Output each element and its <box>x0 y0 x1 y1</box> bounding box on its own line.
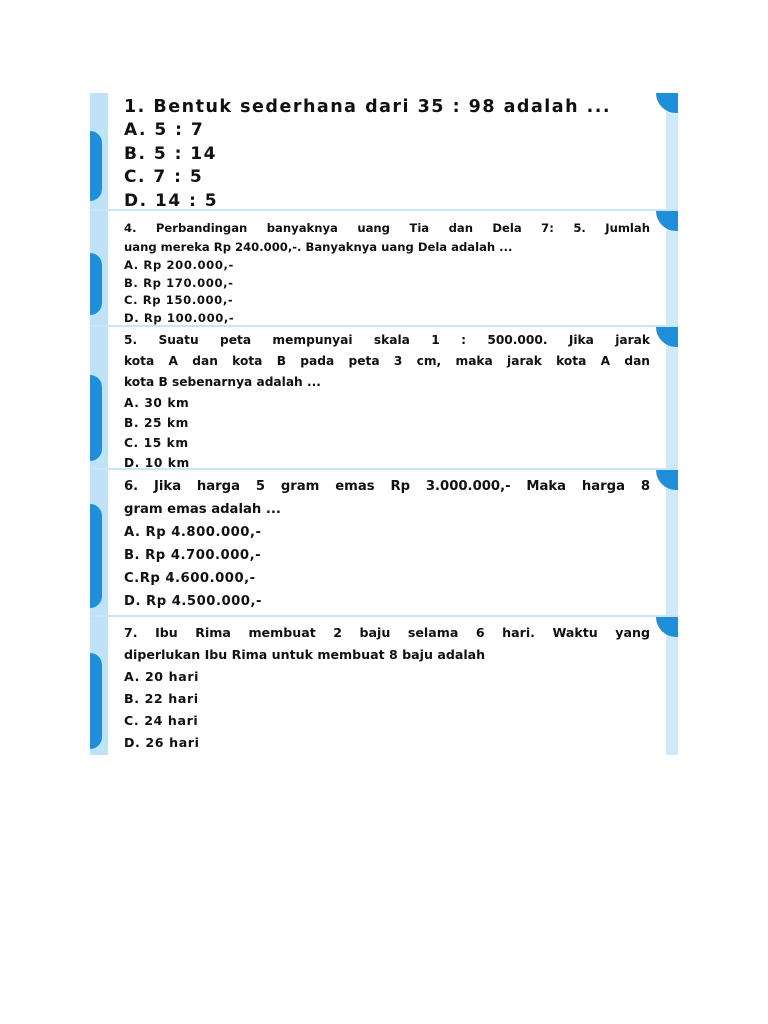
option-a: A. Rp 200.000,- <box>124 258 234 272</box>
option-d: D. Rp 100.000,- <box>124 310 235 325</box>
question-text-line-1: 6. Jika harga 5 gram emas Rp 3.000.000,- Maka harga 8 <box>124 479 650 494</box>
option-a: A. 20 hari <box>124 669 200 684</box>
question-card-5 <box>90 327 678 470</box>
option-a: A. 5 : 7 <box>124 120 205 140</box>
option-b: B. 25 km <box>124 416 189 430</box>
question-content <box>90 93 678 211</box>
option-c: C.Rp 4.600.000,- <box>124 571 256 586</box>
option-d: D. 10 km <box>124 456 190 470</box>
question-text-line-1: 5. Suatu peta mempunyai skala 1 : 500.000. Jika jarak <box>124 333 650 347</box>
option-d: D. 14 : 5 <box>124 190 219 211</box>
option-b: B. Rp 4.700.000,- <box>124 548 262 563</box>
option-b: B. 22 hari <box>124 691 199 706</box>
question-text-line-1: 4. Perbandingan banyaknya uang Tia dan Dela 7: 5. Jumlah <box>124 221 650 235</box>
question-card-7 <box>90 617 678 755</box>
option-c: C. 24 hari <box>124 713 199 728</box>
question-card-1 <box>90 93 678 211</box>
option-d: D. Rp 4.500.000,- <box>124 594 262 609</box>
question-text-line-2: uang mereka Rp 240.000,-. Banyaknya uang Dela adalah ... <box>124 240 513 254</box>
question-content <box>90 211 678 327</box>
question-text-line-3: kota B sebenarnya adalah ... <box>124 375 321 389</box>
option-a: A. 30 km <box>124 396 190 410</box>
option-c: C. Rp 150.000,- <box>124 293 234 307</box>
question-card-6 <box>90 470 678 617</box>
question-cards <box>90 93 678 755</box>
question-text: 1. Bentuk sederhana dari 35 : 98 adalah ... <box>124 97 612 117</box>
question-text-line-2: gram emas adalah ... <box>124 502 281 517</box>
option-b: B. 5 : 14 <box>124 143 217 164</box>
question-text-line-2: diperlukan Ibu Rima untuk membuat 8 baju adalah <box>124 647 486 662</box>
question-content <box>90 617 678 754</box>
option-b: B. Rp 170.000,- <box>124 275 234 290</box>
question-text-line-2: kota A dan kota B pada peta 3 cm, maka jarak kota A dan <box>124 354 650 368</box>
question-card-4 <box>90 211 678 327</box>
question-content <box>90 327 678 470</box>
option-c: C. 15 km <box>124 436 189 450</box>
option-d: D. 26 hari <box>124 735 200 750</box>
option-c: C. 7 : 5 <box>124 167 204 187</box>
option-a: A. Rp 4.800.000,- <box>124 525 262 540</box>
question-text-line-1: 7. Ibu Rima membuat 2 baju selama 6 hari. Waktu yang <box>124 625 650 640</box>
question-content <box>90 470 678 613</box>
